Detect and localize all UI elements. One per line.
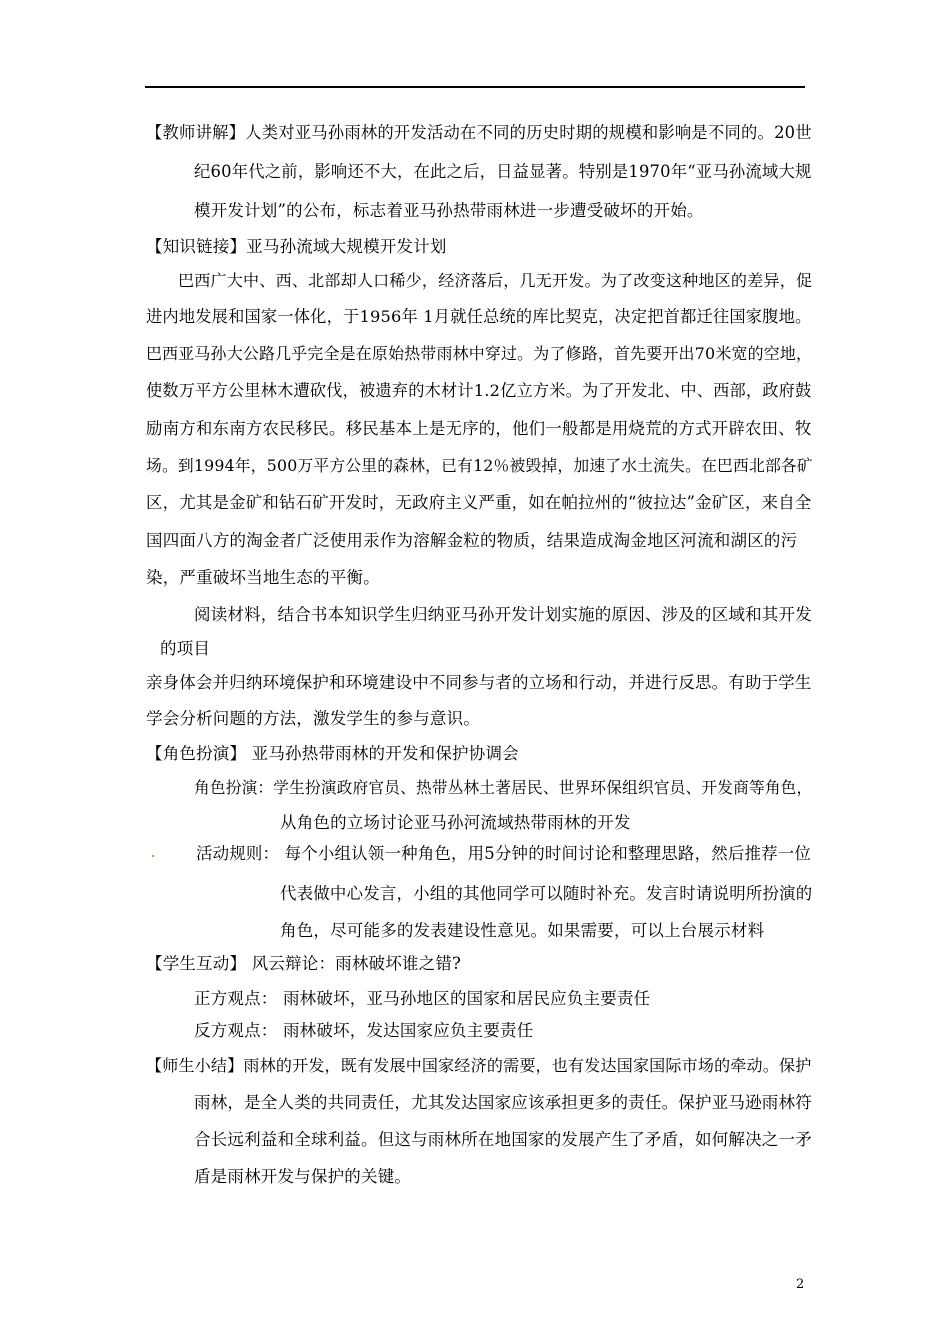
text-line: 使数万平方公里林木遭砍伐，被遗弃的木材计1.2亿立方米。为了开发北、中、西部，政府鼓 [146,381,812,400]
text-line: 纪60年代之前，影响还不大，在此之后，日益显著。特别是1970年“亚马孙流域大规 [194,162,812,181]
text-line: 反方观点： 雨林破坏，发达国家应负主要责任 [194,1021,534,1040]
text-line: 【师生小结】雨林的开发，既有发展中国家经济的需要，也有发达国家国际市场的牵动。保护 [146,1056,812,1075]
text-line: 的项目 [160,639,211,658]
section-heading: 【知识链接】亚马孙流域大规模开发计划 [146,237,447,256]
text-line: 角色，尽可能多的发表建设性意见。如果需要，可以上台展示材料 [280,921,765,940]
text-line: 盾是雨林开发与保护的关键。 [194,1167,412,1186]
text-line: 染，严重破坏当地生态的平衡。 [146,568,380,587]
section-heading: 【学生互动】 风云辩论：雨林破坏谁之错? [146,954,462,973]
text-line: 阅读材料，结合书本知识学生归纳亚马孙开发计划实施的原因、涉及的区域和其开发 [194,605,812,624]
section-heading: 【角色扮演】 亚马孙热带雨林的开发和保护协调会 [146,744,519,763]
text-line: 励南方和东南方农民移民。移民基本上是无序的，他们一般都是用烧荒的方式开辟农田、牧 [146,419,812,438]
text-line: 亲身体会并归纳环境保护和环境建设中不同参与者的立场和行动，并进行反思。有助于学生 [146,673,812,692]
text-line: 代表做中心发言，小组的其他同学可以随时补充。发言时请说明所扮演的 [280,884,813,903]
text-line: 角色扮演：学生扮演政府官员、热带丛林土著居民、世界环保组织官员、开发商等角色， [194,778,813,797]
text-line: 巴西广大中、西、北部却人口稀少，经济落后，几无开发。为了改变这种地区的差异，促 [178,271,813,290]
page-number: 2 [796,1277,805,1292]
stray-mark [152,855,154,857]
text-line: 进内地发展和国家一体化，于1956年 1月就任总统的库比契克，决定把首都迁往国家腹地。 [146,307,812,326]
text-line: 正方观点： 雨林破坏，亚马孙地区的国家和居民应负主要责任 [194,989,651,1008]
text-line: 活动规则： 每个小组认领一种角色，用5分钟的时间讨论和整理思路，然后推荐一位 [196,844,812,863]
text-line: 国四面八方的淘金者广泛使用汞作为溶解金粒的物质，结果造成淘金地区河流和湖区的污 [146,531,798,550]
text-line: 区，尤其是金矿和钻石矿开发时，无政府主义严重，如在帕拉州的“彼拉达”金矿区，来自全 [146,493,812,512]
text-line: 模开发计划”的公布，标志着亚马孙热带雨林进一步遭受破坏的开始。 [194,201,704,220]
text-line: 合长远利益和全球利益。但这与雨林所在地国家的发展产生了矛盾，如何解决之一矛 [194,1130,812,1149]
text-line: 场。到1994年，500万平方公里的森林，已有12％被毁掉，加速了水土流失。在巴西北部各矿 [146,456,813,475]
text-line: 从角色的立场讨论亚马孙河流域热带雨林的开发 [280,813,631,832]
text-line: 雨林，是全人类的共同责任，尤其发达国家应该承担更多的责任。保护亚马逊雨林符 [194,1093,812,1112]
text-line: 【教师讲解】人类对亚马孙雨林的开发活动在不同的历史时期的规模和影响是不同的。20世 [146,123,812,142]
header-rule [145,86,805,88]
text-line: 学会分析问题的方法，激发学生的参与意识。 [146,709,480,728]
text-line: 巴西亚马孙大公路几乎完全是在原始热带雨林中穿过。为了修路，首先要开出70米宽的空地， [146,344,813,363]
